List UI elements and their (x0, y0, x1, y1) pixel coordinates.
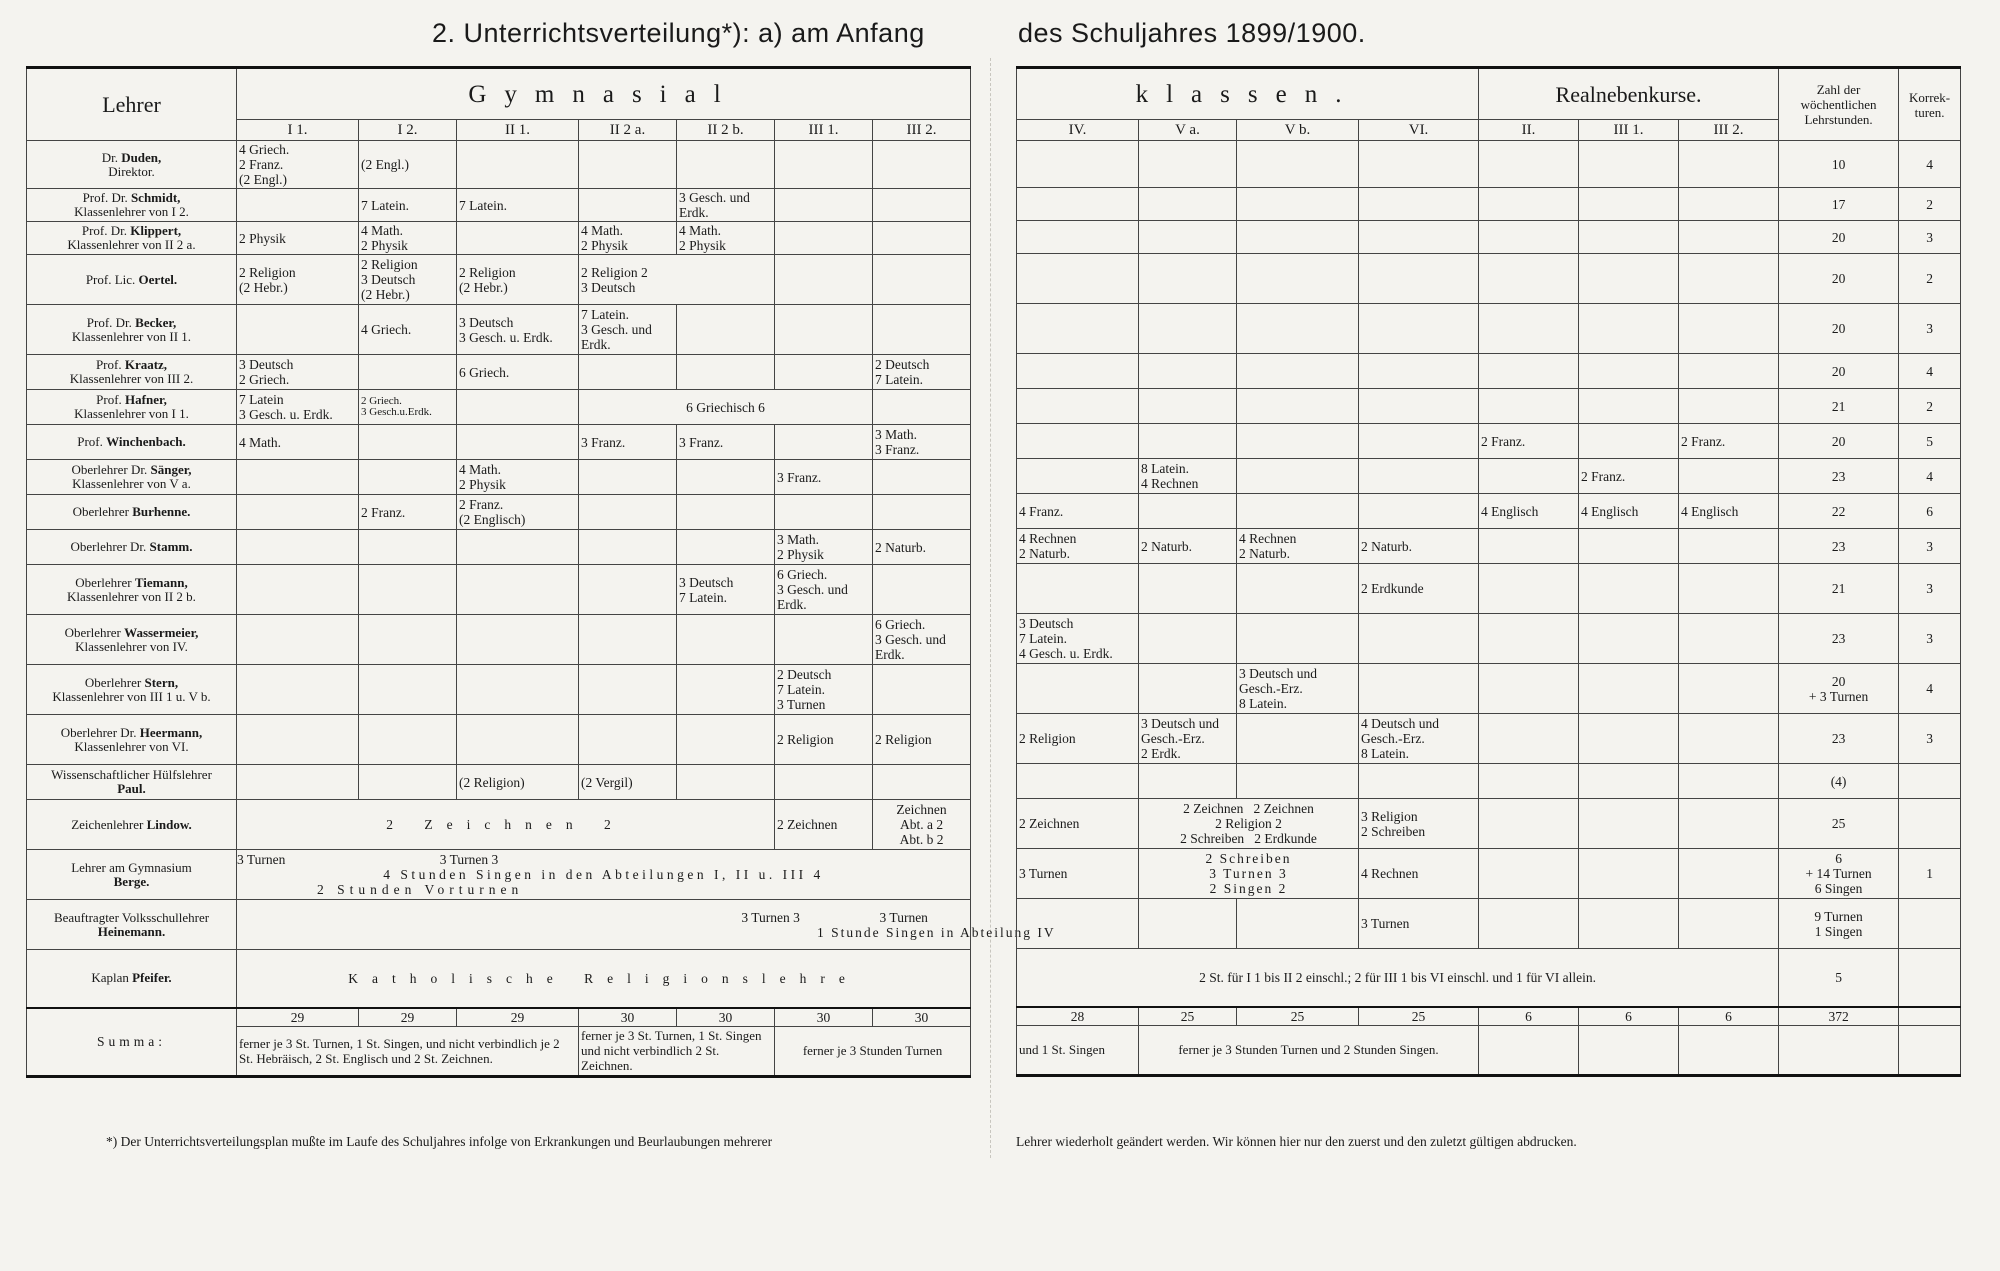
summa-note: und 1 St. Singen (1017, 1025, 1139, 1075)
korrekturen-count: 3 (1899, 564, 1961, 614)
cell-text: 3 Turnen (237, 852, 286, 867)
summa-note: ferner je 3 Stunden Turnen und 2 Stunden Singen. (1139, 1025, 1479, 1075)
class-header: III 1. (1579, 120, 1679, 141)
cell: 2 Naturb. (1139, 529, 1237, 564)
class-header: III 1. (775, 120, 873, 141)
cell-text: 3 Turnen (879, 909, 928, 925)
cell: 4 Math. 2 Physik (457, 460, 579, 495)
total-hours: 20 (1779, 221, 1899, 254)
cell: 4 Math. (237, 425, 359, 460)
class-header: II 2 b. (677, 120, 775, 141)
cell: 2 Griech. 3 Gesch.u.Erdk. (359, 390, 457, 425)
summa-value: 28 (1017, 1007, 1139, 1026)
cell: 3 Franz. (677, 425, 775, 460)
summa-value: 25 (1359, 1007, 1479, 1026)
cell-text: 4 Stunden Singen in den Abteilungen I, II u. III 4 (383, 867, 824, 882)
summa-note: ferner je 3 St. Turnen, 1 St. Singen, und nicht verbindlich je 2 St. Hebräisch, 2 St. Englisch und 2 St. Zeichnen. (237, 1026, 579, 1076)
class-header: V b. (1237, 120, 1359, 141)
korrekturen-count: 3 (1899, 221, 1961, 254)
total-hours: 23 (1779, 529, 1899, 564)
summa-value: 6 (1479, 1007, 1579, 1026)
footnote-left: *) Der Unterrichtsverteilungsplan mußte im Laufe des Schuljahres infolge von Erkrankungen und Beurlaubungen mehrerer (106, 1134, 773, 1149)
cell: 3 Math. 3 Franz. (873, 425, 971, 460)
teacher-name: Oberlehrer Dr. Sänger, Klassenlehrer von V a. (27, 460, 237, 495)
cell: 2 Franz. (1579, 459, 1679, 494)
gymnasial-header: Gymnasial (237, 68, 971, 120)
cell: (2 Vergil) (579, 765, 677, 800)
cell: 3 Deutsch 3 Gesch. u. Erdk. (457, 305, 579, 355)
class-header: I 2. (359, 120, 457, 141)
summa-value: 30 (873, 1008, 971, 1027)
teacher-name: Prof. Hafner, Klassenlehrer von I 1. (27, 390, 237, 425)
total-hours: 22 (1779, 494, 1899, 529)
cell: 3 Deutsch 7 Latein. (677, 565, 775, 615)
summa-value: 30 (775, 1008, 873, 1027)
cell: 2 Religion 2 3 Deutsch (579, 255, 775, 305)
cell: 2 Franz. (2 Englisch) (457, 495, 579, 530)
cell: 3 Deutsch 7 Latein. 4 Gesch. u. Erdk. (1017, 614, 1139, 664)
teacher-name: Oberlehrer Wassermeier, Klassenlehrer von IV. (27, 615, 237, 665)
korrekturen-count: 3 (1899, 614, 1961, 664)
total-hours: 10 (1779, 141, 1899, 188)
summa-value: 30 (579, 1008, 677, 1027)
class-header: III 2. (1679, 120, 1779, 141)
teacher-name: Wissenschaftlicher Hülfslehrer Paul. (27, 765, 237, 800)
cell: Zeichnen Abt. a 2 Abt. b 2 (873, 800, 971, 850)
summa-value: 29 (237, 1008, 359, 1027)
cell: 2 Naturb. (873, 530, 971, 565)
realneben-header: Realnebenkurse. (1479, 68, 1779, 120)
korrekturen-count: 5 (1899, 424, 1961, 459)
cell: 4 Griech. 2 Franz. (2 Engl.) (237, 141, 359, 189)
zahl-header: Zahl der wöchentlichen Lehrstunden. (1779, 68, 1899, 141)
cell: 2 Franz. (359, 495, 457, 530)
teacher-name: Oberlehrer Dr. Stamm. (27, 530, 237, 565)
cell: 2 Naturb. (1359, 529, 1479, 564)
teacher-name: Prof. Dr. Klippert, Klassenlehrer von II 2 a. (27, 222, 237, 255)
korrekturen-count: 3 (1899, 714, 1961, 764)
teacher-name: Prof. Dr. Becker, Klassenlehrer von II 1. (27, 305, 237, 355)
cell: 2 St. für I 1 bis II 2 einschl.; 2 für III 1 bis VI einschl. und 1 für VI allein. (1017, 949, 1779, 1007)
cell: Katholische Religionslehre (237, 950, 971, 1008)
korrekturen-count (1899, 799, 1961, 849)
cell: 4 Englisch (1479, 494, 1579, 529)
total-hours: 20 + 3 Turnen (1779, 664, 1899, 714)
cell-text: 1 Stunde Singen in Abteilung IV (817, 924, 1056, 940)
cell: 7 Latein. 3 Gesch. und Erdk. (579, 305, 677, 355)
cell: 3 Math. 2 Physik (775, 530, 873, 565)
total-hours: 21 (1779, 389, 1899, 424)
cell: 2 Religion 3 Deutsch (2 Hebr.) (359, 255, 457, 305)
korrekturen-count: 3 (1899, 529, 1961, 564)
cell: 3 Turnen (1359, 899, 1479, 949)
korrekturen-count: 2 (1899, 389, 1961, 424)
cell: 2 Religion (873, 715, 971, 765)
footnote-right: Lehrer wiederholt geändert werden. Wir können hier nur den zuerst und den zuletzt gültigen abdrucken. (1016, 1134, 1577, 1149)
cell: (2 Religion) (457, 765, 579, 800)
cell: 7 Latein. (457, 189, 579, 222)
cell: 3 Gesch. und Erdk. (677, 189, 775, 222)
total-hours: 17 (1779, 188, 1899, 221)
cell: 4 Math. 2 Physik (677, 222, 775, 255)
summa-note: ferner je 3 Stunden Turnen (775, 1026, 971, 1076)
summa-value: 25 (1237, 1007, 1359, 1026)
total-hours: 9 Turnen 1 Singen (1779, 899, 1899, 949)
cell: 3 Deutsch und Gesch.-Erz. 8 Latein. (1237, 664, 1359, 714)
summa-value: 30 (677, 1008, 775, 1027)
cell: 4 Math. 2 Physik (579, 222, 677, 255)
cell (237, 850, 971, 900)
cell: 2 Deutsch 7 Latein. (873, 355, 971, 390)
cell: 2 Deutsch 7 Latein. 3 Turnen (775, 665, 873, 715)
cell: 6 Griech. 3 Gesch. und Erdk. (873, 615, 971, 665)
class-header: VI. (1359, 120, 1479, 141)
class-header: V a. (1139, 120, 1237, 141)
teacher-name: Prof. Kraatz, Klassenlehrer von III 2. (27, 355, 237, 390)
page-gutter (990, 58, 1003, 1158)
class-header: II. (1479, 120, 1579, 141)
teacher-name: Kaplan Pfeifer. (27, 950, 237, 1008)
title-right: des Schuljahres 1899/1900. (1018, 18, 1366, 48)
cell: 2 Zeichnen (1017, 799, 1139, 849)
lehrer-header: Lehrer (27, 68, 237, 141)
korrekturen-count: 1 (1899, 849, 1961, 899)
summa-total: 372 (1779, 1007, 1899, 1026)
total-hours: 20 (1779, 304, 1899, 354)
cell: 2 Religion (2 Hebr.) (237, 255, 359, 305)
teacher-name: Oberlehrer Tiemann, Klassenlehrer von II 2 b. (27, 565, 237, 615)
cell: 2 Franz. (1679, 424, 1779, 459)
cell: 4 Deutsch und Gesch.-Erz. 8 Latein. (1359, 714, 1479, 764)
summa-note: ferner je 3 St. Turnen, 1 St. Singen und nicht verbindlich 2 St. Zeichnen. (579, 1026, 775, 1076)
cell: 4 Rechnen 2 Naturb. (1237, 529, 1359, 564)
teacher-name: Zeichenlehrer Lindow. (27, 800, 237, 850)
cell: 3 Deutsch und Gesch.-Erz. 2 Erdk. (1139, 714, 1237, 764)
summa-value: 6 (1679, 1007, 1779, 1026)
class-header: IV. (1017, 120, 1139, 141)
summa-value: 29 (457, 1008, 579, 1027)
korrekturen-count: 4 (1899, 459, 1961, 494)
cell: 8 Latein. 4 Rechnen (1139, 459, 1237, 494)
total-hours: 20 (1779, 254, 1899, 304)
total-hours: 25 (1779, 799, 1899, 849)
cell: 7 Latein 3 Gesch. u. Erdk. (237, 390, 359, 425)
cell: 2 Franz. (1479, 424, 1579, 459)
teacher-name: Beauftragter Volksschullehrer Heinemann. (27, 900, 237, 950)
page-title (0, 18, 2000, 58)
class-header: II 2 a. (579, 120, 677, 141)
cell: 2 Zeichnen 2 Zeichnen 2 Religion 2 2 Schreiben 2 Erdkunde (1139, 799, 1359, 849)
cell-text: 2 Stunden Vorturnen (317, 882, 524, 897)
total-hours: 23 (1779, 714, 1899, 764)
cell: 6 Griech. (457, 355, 579, 390)
total-hours: 23 (1779, 614, 1899, 664)
korrekturen-count (1899, 764, 1961, 799)
cell-text: 3 Turnen 3 (439, 852, 499, 867)
cell: 3 Turnen (1017, 849, 1139, 899)
teacher-name: Dr. Duden, Direktor. (27, 141, 237, 189)
title-left: 2. Unterrichtsverteilung*): a) am Anfang (432, 18, 925, 48)
korrekturen-count: 2 (1899, 254, 1961, 304)
korrekturen-count (1899, 899, 1961, 949)
cell: 4 Griech. (359, 305, 457, 355)
schedule-table-right (1016, 66, 1961, 1077)
cell: 2 Zeichnen (775, 800, 873, 850)
korrekturen-count: 3 (1899, 304, 1961, 354)
cell-text: 3 Turnen 3 (741, 909, 800, 925)
korrekturen-header: Korrek-turen. (1899, 68, 1961, 141)
cell: 3 Deutsch 2 Griech. (237, 355, 359, 390)
teacher-name: Prof. Dr. Schmidt, Klassenlehrer von I 2. (27, 189, 237, 222)
class-header: I 1. (237, 120, 359, 141)
teacher-name: Oberlehrer Stern, Klassenlehrer von III 1 u. V b. (27, 665, 237, 715)
summa-label: Summa: (27, 1008, 237, 1077)
total-hours: (4) (1779, 764, 1899, 799)
teacher-name: Prof. Winchenbach. (27, 425, 237, 460)
korrekturen-count: 6 (1899, 494, 1961, 529)
cell: 4 Math. 2 Physik (359, 222, 457, 255)
korrekturen-count: 4 (1899, 141, 1961, 188)
cell: 4 Englisch (1579, 494, 1679, 529)
korrekturen-count: 4 (1899, 354, 1961, 389)
cell: 2 Religion (2 Hebr.) (457, 255, 579, 305)
cell: 4 Rechnen 2 Naturb. (1017, 529, 1139, 564)
cell: 2 Erdkunde (1359, 564, 1479, 614)
cell: 2 Religion (775, 715, 873, 765)
teacher-name: Lehrer am Gymnasium Berge. (27, 850, 237, 900)
cell: 2 Schreiben 3 Turnen 3 2 Singen 2 (1139, 849, 1359, 899)
cell: 2 Zeichnen 2 (237, 800, 775, 850)
class-header: III 2. (873, 120, 971, 141)
cell: 2 Physik (237, 222, 359, 255)
total-hours: 5 (1779, 949, 1899, 1007)
teacher-name: Prof. Lic. Oertel. (27, 255, 237, 305)
cell: 3 Religion 2 Schreiben (1359, 799, 1479, 849)
cell: 6 Griech. 3 Gesch. und Erdk. (775, 565, 873, 615)
cell: 6 Griechisch 6 (579, 390, 873, 425)
total-hours: 21 (1779, 564, 1899, 614)
korrekturen-count (1899, 949, 1961, 1007)
cell: 3 Franz. (579, 425, 677, 460)
cell: 3 Franz. (775, 460, 873, 495)
cell: (2 Engl.) (359, 141, 457, 189)
korrekturen-count: 2 (1899, 188, 1961, 221)
teacher-name: Oberlehrer Burhenne. (27, 495, 237, 530)
cell: 4 Englisch (1679, 494, 1779, 529)
korrekturen-count: 4 (1899, 664, 1961, 714)
total-hours: 23 (1779, 459, 1899, 494)
total-hours: 6 + 14 Turnen 6 Singen (1779, 849, 1899, 899)
klassen-header: klassen. (1017, 68, 1479, 120)
cell: 7 Latein. (359, 189, 457, 222)
summa-value: 25 (1139, 1007, 1237, 1026)
cell: 4 Rechnen (1359, 849, 1479, 899)
total-hours: 20 (1779, 354, 1899, 389)
class-header: II 1. (457, 120, 579, 141)
cell: 2 Religion (1017, 714, 1139, 764)
total-hours: 20 (1779, 424, 1899, 459)
summa-value: 6 (1579, 1007, 1679, 1026)
cell (237, 900, 1056, 950)
teacher-name: Oberlehrer Dr. Heermann, Klassenlehrer von VI. (27, 715, 237, 765)
cell: 4 Franz. (1017, 494, 1139, 529)
summa-value: 29 (359, 1008, 457, 1027)
